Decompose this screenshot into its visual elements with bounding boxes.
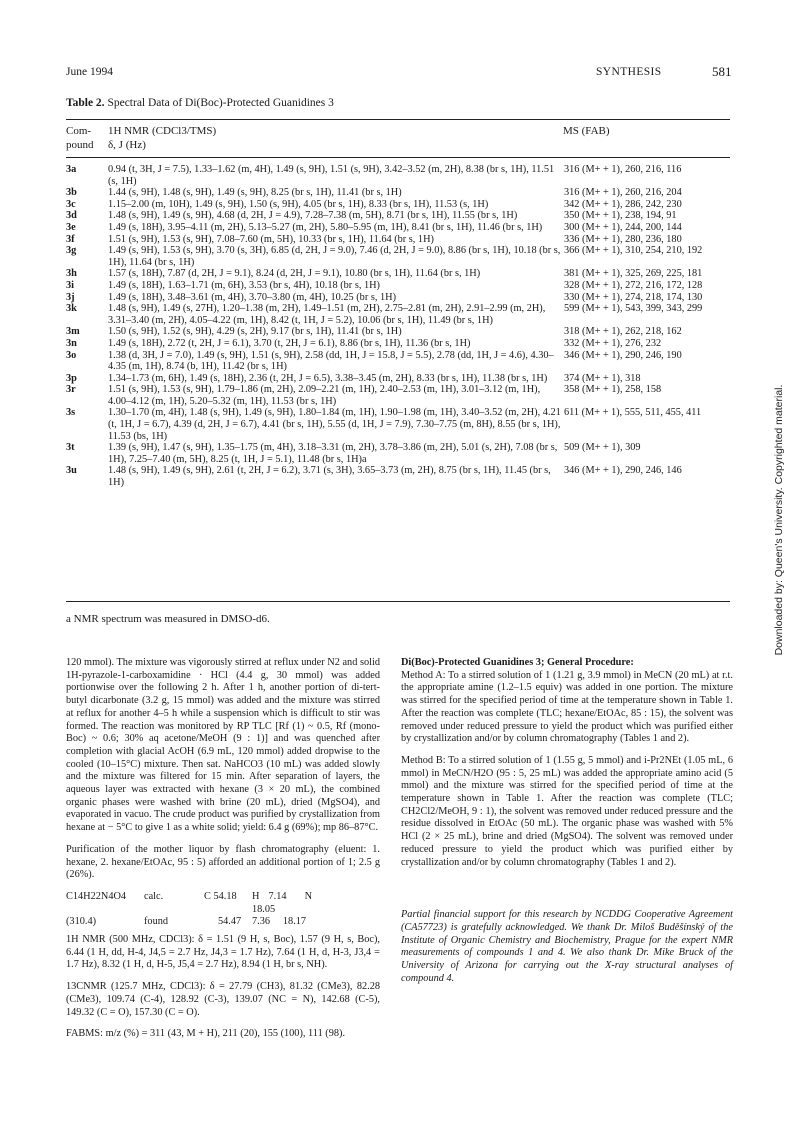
nmr-data: 1.15–2.00 (m, 10H), 1.49 (s, 9H), 1.50 (s, 9H), 4.05 (br s, 1H), 8.33 (br s, 1H), 11.53 (s, 1H) bbox=[108, 198, 489, 210]
ms-data: 330 (M+ + 1), 274, 218, 174, 130 bbox=[564, 291, 703, 303]
table-row bbox=[66, 245, 730, 268]
column-header-nmr bbox=[108, 124, 216, 152]
ms-data: 342 (M+ + 1), 286, 242, 230 bbox=[564, 198, 682, 210]
nmr-data: 1.57 (s, 18H), 7.87 (d, 2H, J = 9.1), 8.24 (d, 2H, J = 9.1), 10.80 (br s, 1H), 11.64 (br s, 1H) bbox=[108, 268, 481, 280]
purification-paragraph: Purification of the mother liquor by flash chromatography (eluent: 1. hexane, 2. hexane/EtOAc, 95 : 5) afforded an additional portion of 1; 2.5 g (26%). bbox=[66, 843, 380, 881]
method-b-paragraph: Method B: To a stirred solution of 1 (1.55 g, 5 mmol) and i-Pr2NEt (1.05 mL, 6 mmol) in MeCN/H2O (95 : 5, 25 mL) was added the appropriate amino acid (5 mmol) and the mixture was stirred for the specified period of time at the temperature shown in Table 1. After the reaction was complete (TLC; CH2Cl2/MeOH, 9 : 1), the solvent was removed under reduced pressure and the residue dissolved in EtOAc (50 mL). The organic phase was washed with 5% HCl (2 × 25 mL), brine and dried (MgSO4). The solvent was removed under reduced pressure to yield the product which was purified either by crystallization and/or by column chromatography (Tables 1 and 2). bbox=[401, 754, 733, 868]
column-header-ms: MS (FAB) bbox=[563, 125, 610, 137]
nmr-data: 1.49 (s, 18H), 3.48–3.61 (m, 4H), 3.70–3.80 (m, 4H), 10.25 (br s, 1H) bbox=[108, 291, 397, 303]
nmr-data: 1.51 (s, 9H), 1.53 (s, 9H), 1.79–1.86 (m, 2H), 2.09–2.21 (m, 1H), 2.40–2.53 (m, 1H), 3.01–3.12 (m, 1H), 4.00–4.12 (m, 1H), 5.20–5.32 (m, 1H), 11.53 (br s, 1H) bbox=[108, 384, 541, 407]
nmr-data: 1.48 (s, 9H), 1.49 (s, 9H), 2.61 (t, 2H, J = 6.2), 3.71 (s, 3H), 3.65–3.73 (m, 2H), 8.75 (br s, 1H), 11.45 (br s, 1H) bbox=[108, 465, 551, 489]
nmr-data: 1.38 (d, 3H, J = 7.0), 1.49 (s, 9H), 1.51 (s, 9H), 2.58 (dd, 1H, J = 15.8, J = 5.5), 2.78 (dd, 1H, J = 4.6), 4.30–4.35 (m, 1H), 8.74 (b, 1H), 11.42 (br s, 1H) bbox=[108, 349, 554, 373]
right-column bbox=[401, 657, 733, 994]
table-row bbox=[66, 187, 730, 199]
table-caption bbox=[66, 97, 334, 109]
procedure-paragraph: 120 mmol). The mixture was vigorously stirred at reflux under N2 and solid 1H-pyrazole-1-carboxamidine · HCl (4.4 g, 30 mmol) was added portionwise over the following 2 h. After 1 h, another portion of di-tert-butyl dicarbonate (3.2 g, 15 mmol) was added and the mixture was stirred at reflux for another 4–5 h while a suspension which is difficult to stir was formed. The reaction was monitored by RP TLC [Rf (1) ~ 0.5, Rf (mono-Boc) ~ 0.6; 30% aq acetone/MeOH (9 : 1)] and was quenched after completion with glacial AcOH (6.9 mL, 120 mmol) added dropwise to the cooled (10–15°C) mixture. Then sat. NaHCO3 (10 mL) was added slowly and the mixture was filtered for 15 min. After separation of layers, the aqueous layer was extracted with hexane (3 × 20 mL), the combined organic phases were washed with brine (20 mL), dried (MgSO4), and evaporated in vacuo. The crude product was purified by crystallization from hexane at − 5°C to give 1 as a white solid; yield: 6.4 g (69%); mp 86–87°C. bbox=[66, 657, 380, 834]
ms-data: 336 (M+ + 1), 280, 236, 180 bbox=[564, 233, 682, 245]
table-row bbox=[66, 373, 730, 385]
section-heading: Di(Boc)-Protected Guanidines 3; General Procedure: bbox=[401, 657, 634, 668]
ms-data: 316 (M+ + 1), 260, 216, 204 bbox=[564, 187, 682, 199]
table-row bbox=[66, 326, 730, 338]
compound-id: 3u bbox=[66, 465, 77, 477]
compound-id: 3c bbox=[66, 198, 76, 210]
table-row bbox=[66, 222, 730, 234]
compound-id: 3b bbox=[66, 187, 77, 199]
table-row bbox=[66, 350, 730, 373]
nmr-data: 1.48 (s, 9H), 1.49 (s, 27H), 1.20–1.38 (m, 2H), 1.49–1.51 (m, 2H), 2.75–2.81 (m, 2H), 2.91–2.99 (m, 2H), 3.31–3.40 (m, 2H), 4.05–4.22 (m, 1H), 8.42 (t, 1H, J = 5.2), 10.06 (br s, 1H), 11.49 (br s, 1H) bbox=[108, 303, 546, 326]
compound-id: 3h bbox=[66, 268, 77, 280]
table-row bbox=[66, 465, 730, 488]
download-watermark-text: Downloaded by: Queen's University. Copyrighted material. bbox=[773, 384, 785, 656]
hnmr-paragraph: 1H NMR (500 MHz, CDCl3): δ = 1.51 (9 H, s, Boc), 1.57 (9 H, s, Boc), 6.44 (1 H, dd, H-4, J4,5 = 2.7 Hz, J4,3 = 1.7 Hz), 7.64 (1 H, d, H-3, J3,4 = 1.7 Hz), 8.32 (1 H, d, H-5, J5,4 = 2.7 Hz), 8.94 (1 H, br s, NH). bbox=[66, 934, 380, 971]
compound-id: 3r bbox=[66, 384, 76, 396]
nmr-data: 1.48 (s, 9H), 1.49 (s, 9H), 4.68 (d, 2H, J = 4.9), 7.28–7.38 (m, 5H), 8.71 (br s, 1H), 11.55 (br s, 1H) bbox=[108, 210, 518, 222]
ms-data: 332 (M+ + 1), 276, 232 bbox=[564, 337, 662, 349]
analysis-calc-label: calc. bbox=[144, 890, 164, 902]
compound-id: 3n bbox=[66, 337, 77, 349]
compound-id: 3j bbox=[66, 291, 75, 303]
cnmr-paragraph: 13CNMR (125.7 MHz, CDCl3): δ = 27.79 (CH3), 81.32 (CMe3), 82.28 (CMe3), 109.74 (C-4), 128.92 (C-3), 139.07 (NC = N), 142.68 (C-5), 149.32 (C = O), 157.30 (C = O). bbox=[66, 981, 380, 1018]
method-a-paragraph: Method A: To a stirred solution of 1 (1.21 g, 3.9 mmol) in MeCN (20 mL) at r.t. the appropriate amine (1.2–1.5 equiv) was added in one portion. The mixture was stirred for the specified period of time at the temperature shown in Table 1. After the reaction was complete (TLC; hexane/EtOAc, 85 : 15), the solvent was removed under reduced pressure to yield the product which was purified either by crystallization and/or by column chromatography (Tables 1 and 2). bbox=[401, 669, 733, 745]
table-row bbox=[66, 199, 730, 211]
table-title: Spectral Data of Di(Boc)-Protected Guanidines 3 bbox=[107, 97, 334, 109]
table-label: Table 2. bbox=[66, 97, 105, 109]
ms-data: 358 (M+ + 1), 258, 158 bbox=[564, 384, 662, 396]
analysis-found-label: found bbox=[144, 916, 169, 928]
nmr-data: 1.49 (s, 18H), 2.72 (t, 2H, J = 6.1), 3.70 (t, 2H, J = 6.1), 8.86 (br s, 1H), 11.36 (br s, 1H) bbox=[108, 337, 471, 349]
ms-data: 599 (M+ + 1), 543, 399, 343, 299 bbox=[564, 303, 703, 315]
fabms-paragraph: FABMS: m/z (%) = 311 (43, M + H), 211 (20), 155 (100), 111 (98). bbox=[66, 1028, 346, 1040]
header-journal: SYNTHESIS bbox=[596, 66, 662, 78]
table-footnote: a NMR spectrum was measured in DMSO-d6. bbox=[66, 613, 270, 625]
left-column bbox=[66, 657, 380, 1041]
table-row bbox=[66, 384, 730, 407]
table-body bbox=[66, 164, 730, 489]
ms-data: 300 (M+ + 1), 244, 200, 144 bbox=[564, 221, 682, 233]
ms-data: 318 (M+ + 1), 262, 218, 162 bbox=[564, 326, 682, 338]
compound-id: 3s bbox=[66, 407, 76, 419]
table-row bbox=[66, 268, 730, 280]
column-header-compound-line2: pound bbox=[66, 139, 94, 151]
table-bottom-rule bbox=[66, 601, 730, 602]
table-row bbox=[66, 292, 730, 304]
compound-id: 3f bbox=[66, 233, 75, 245]
compound-id: 3p bbox=[66, 372, 77, 384]
table-row bbox=[66, 280, 730, 292]
table-row bbox=[66, 234, 730, 246]
column-header-nmr-line1: 1H NMR (CDCl3/TMS) bbox=[108, 125, 217, 137]
ms-data: 346 (M+ + 1), 290, 246, 190 bbox=[564, 349, 682, 361]
column-header-compound-line1: Com- bbox=[66, 125, 92, 137]
nmr-data: 1.39 (s, 9H), 1.47 (s, 9H), 1.35–1.75 (m, 4H), 3.18–3.31 (m, 2H), 3.78–3.86 (m, 2H), 5.01 (s, 2H), 7.08 (br s, 1H), 7.25–7.40 (m, 5H), 8.25 (t, 1H, J = 5.1), 11.48 (br s, 1H)a bbox=[108, 442, 558, 465]
nmr-data: 1.30–1.70 (m, 4H), 1.48 (s, 9H), 1.49 (s, 9H), 1.80–1.84 (m, 1H), 1.90–1.98 (m, 1H), 3.40–3.52 (m, 2H), 4.21 (t, 1H, J = 6.7), 4.39 (d, 2H, J = 6.7), 4.41 (br s, 1H), 5.55 (d, 1H, J = 7.9), 7.30–7.75 (m, 8H), 8.55 (br s, 1H), 11.53 (bs, 1H) bbox=[108, 407, 561, 442]
compound-id: 3o bbox=[66, 349, 77, 361]
compound-id: 3m bbox=[66, 326, 80, 338]
ms-data: 381 (M+ + 1), 325, 269, 225, 181 bbox=[564, 268, 703, 280]
compound-id: 3d bbox=[66, 210, 77, 222]
header-date: June 1994 bbox=[66, 66, 113, 78]
analysis-c-calc: C 54.18 bbox=[204, 890, 237, 902]
table-row bbox=[66, 164, 730, 187]
ms-data: 366 (M+ + 1), 310, 254, 210, 192 bbox=[564, 245, 703, 257]
acknowledgment-paragraph: Partial financial support for this research by NCDDG Cooperative Agreement (CA57723) is gratefully acknowledged. We thank Dr. Miloš Buděšínský of the Institute of Organic Chemistry and Biochemistry, Prague for the expert NMR measurements of compounds 1 and 4. We also thank Dr. Mike Bruck of the University of Arizona for carrying out the X-ray structural analyses of compound 4. bbox=[401, 909, 733, 984]
nmr-data: 1.49 (s, 18H), 3.95–4.11 (m, 2H), 5.13–5.27 (m, 2H), 5.80–5.95 (m, 1H), 8.41 (br s, 1H), 11.46 (br s, 1H) bbox=[108, 221, 543, 233]
ms-data: 611 (M+ + 1), 555, 511, 455, 411 bbox=[564, 407, 702, 419]
table-top-rule bbox=[66, 119, 730, 120]
table-row bbox=[66, 442, 730, 465]
ms-data: 374 (M+ + 1), 318 bbox=[564, 372, 641, 384]
ms-data: 328 (M+ + 1), 272, 216, 172, 128 bbox=[564, 279, 703, 291]
table-row bbox=[66, 210, 730, 222]
ms-data: 350 (M+ + 1), 238, 194, 91 bbox=[564, 210, 677, 222]
analysis-hn-calc: H 7.14 N 18.05 bbox=[252, 890, 313, 915]
ms-data: 509 (M+ + 1), 309 bbox=[564, 442, 641, 454]
nmr-data: 1.49 (s, 18H), 1.63–1.71 (m, 6H), 3.53 (br s, 4H), 10.18 (br s, 1H) bbox=[108, 279, 380, 291]
analysis-hn-found: 7.36 18.17 bbox=[252, 916, 307, 928]
column-header-nmr-line2: δ, J (Hz) bbox=[108, 139, 146, 151]
table-row bbox=[66, 407, 730, 442]
compound-id: 3e bbox=[66, 221, 76, 233]
compound-id: 3i bbox=[66, 279, 75, 291]
compound-id: 3g bbox=[66, 245, 77, 257]
elemental-analysis bbox=[66, 891, 380, 929]
analysis-c-found: 54.47 bbox=[218, 916, 242, 928]
nmr-data: 1.44 (s, 9H), 1.48 (s, 9H), 1.49 (s, 9H), 8.25 (br s, 1H), 11.41 (br s, 1H) bbox=[108, 187, 402, 199]
nmr-data: 1.50 (s, 9H), 1.52 (s, 9H), 4.29 (s, 2H), 9.17 (br s, 1H), 11.41 (br s, 1H) bbox=[108, 326, 402, 338]
analysis-formula: C14H22N4O4 bbox=[66, 890, 127, 902]
nmr-data: 1.49 (s, 9H), 1.53 (s, 9H), 3.70 (s, 3H), 6.85 (d, 2H, J = 9.0), 7.46 (d, 2H, J = 9.0), 8.86 (br s, 1H), 10.18 (br s, 1H), 11.64 (br s, 1H) bbox=[108, 245, 561, 268]
compound-id: 3t bbox=[66, 442, 75, 454]
nmr-data: 1.51 (s, 9H), 1.53 (s, 9H), 7.08–7.60 (m, 5H), 10.33 (br s, 1H), 11.64 (br s, 1H) bbox=[108, 233, 434, 245]
table-row bbox=[66, 303, 730, 326]
nmr-data: 1.34–1.73 (m, 6H), 1.49 (s, 18H), 2.36 (t, 2H, J = 6.5), 3.38–3.45 (m, 2H), 8.33 (br s, 1H), 11.38 (br s, 1H) bbox=[108, 372, 548, 384]
table-header-rule bbox=[66, 157, 730, 158]
analysis-mw: (310.4) bbox=[66, 916, 97, 928]
table-row bbox=[66, 338, 730, 350]
compound-id: 3k bbox=[66, 303, 77, 315]
page-number: 581 bbox=[712, 64, 732, 79]
download-watermark bbox=[772, 265, 786, 775]
column-header-compound bbox=[66, 124, 94, 152]
compound-id: 3a bbox=[66, 164, 77, 175]
nmr-data: 0.94 (t, 3H, J = 7.5), 1.33–1.62 (m, 4H), 1.49 (s, 9H), 1.51 (s, 9H), 3.42–3.52 (m, 2H), 8.38 (br s, 1H), 11.51 (s, 1H) bbox=[108, 164, 555, 187]
ms-data: 346 (M+ + 1), 290, 246, 146 bbox=[564, 465, 682, 477]
ms-data: 316 (M+ + 1), 260, 216, 116 bbox=[564, 164, 682, 175]
